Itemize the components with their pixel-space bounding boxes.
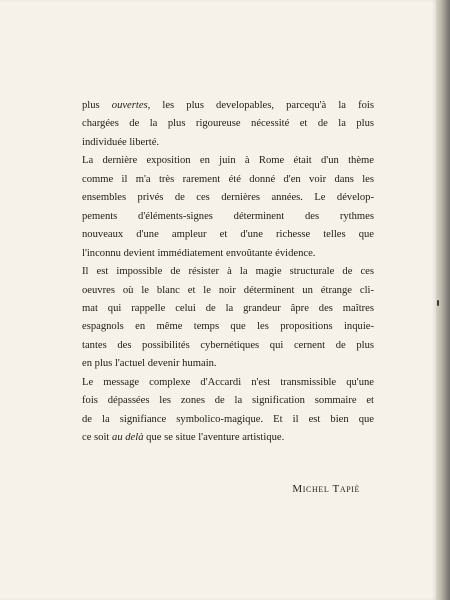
text-run: fois dépassées les zones de la signification sommaire et xyxy=(82,395,374,407)
text-run: La dernière exposition en juin à Rome était d'un thème xyxy=(82,155,374,167)
text-line xyxy=(82,263,374,281)
text-run: l'inconnu devient immédiatement envoûtante évidence. xyxy=(82,247,316,259)
text-line xyxy=(82,189,374,207)
author-last-name: Tapiè xyxy=(332,483,360,495)
text-line xyxy=(82,134,374,152)
text-line xyxy=(82,171,374,189)
text-line xyxy=(82,226,374,244)
margin-mark xyxy=(437,300,439,306)
text-line xyxy=(82,97,374,115)
text-run: chargées de la plus rigoureuse nécessité et de la plus xyxy=(82,118,374,130)
text-line xyxy=(82,355,374,373)
text-run: nouveaux d'une ampleur et d'une richesse telles que xyxy=(82,229,374,241)
text-run: pements d'éléments-signes déterminent des rythmes xyxy=(82,210,374,222)
text-line xyxy=(82,208,374,226)
text-run: espagnols en même temps que les propositions inquie- xyxy=(82,321,374,333)
author-first-name: Michel xyxy=(292,483,330,495)
text-run: tantes des possibilités cybernétiques qui cernent de plus xyxy=(82,339,374,351)
text-run: mat qui rappelle celui de la grandeur âpre des maîtres xyxy=(82,302,374,314)
text-run: que se situe l'aventure artistique. xyxy=(143,432,285,444)
text-run: en plus l'actuel devenir humain. xyxy=(82,358,217,370)
text-line xyxy=(82,429,374,447)
text-run: plus xyxy=(82,100,112,111)
text-run: de la signifiance symbolico-magique. Et il est bien que xyxy=(82,413,374,425)
text-line xyxy=(82,282,374,300)
italic-text: ouvertes, xyxy=(111,100,151,111)
text-run: Le message complexe d'Accardi n'est transmissible qu'une xyxy=(82,376,374,388)
text-run: individuée liberté. xyxy=(82,136,160,148)
text-line xyxy=(82,152,374,170)
text-line xyxy=(82,300,374,318)
text-run: oeuvres où le blanc et le noir déterminent un étrange cli- xyxy=(82,284,374,296)
text-line xyxy=(82,115,374,133)
text-line xyxy=(82,374,374,392)
text-run: ensembles privés de ces dernières années. Le dévelop- xyxy=(82,192,374,204)
body-text xyxy=(82,97,374,448)
text-run: comme il m'a très rarement été donné d'en voir dans les xyxy=(82,173,374,185)
text-run: ce soit xyxy=(82,432,113,444)
text-line xyxy=(82,318,374,336)
author-signature xyxy=(292,483,360,495)
text-line xyxy=(82,337,374,355)
text-run: Il est impossible de résister à la magie structurale de ces xyxy=(82,266,374,278)
text-run: les plus developables, parcequ'à la fois xyxy=(150,100,374,111)
italic-text: au delà xyxy=(112,432,144,444)
text-line xyxy=(82,392,374,410)
text-line xyxy=(82,245,374,263)
text-line xyxy=(82,411,374,429)
